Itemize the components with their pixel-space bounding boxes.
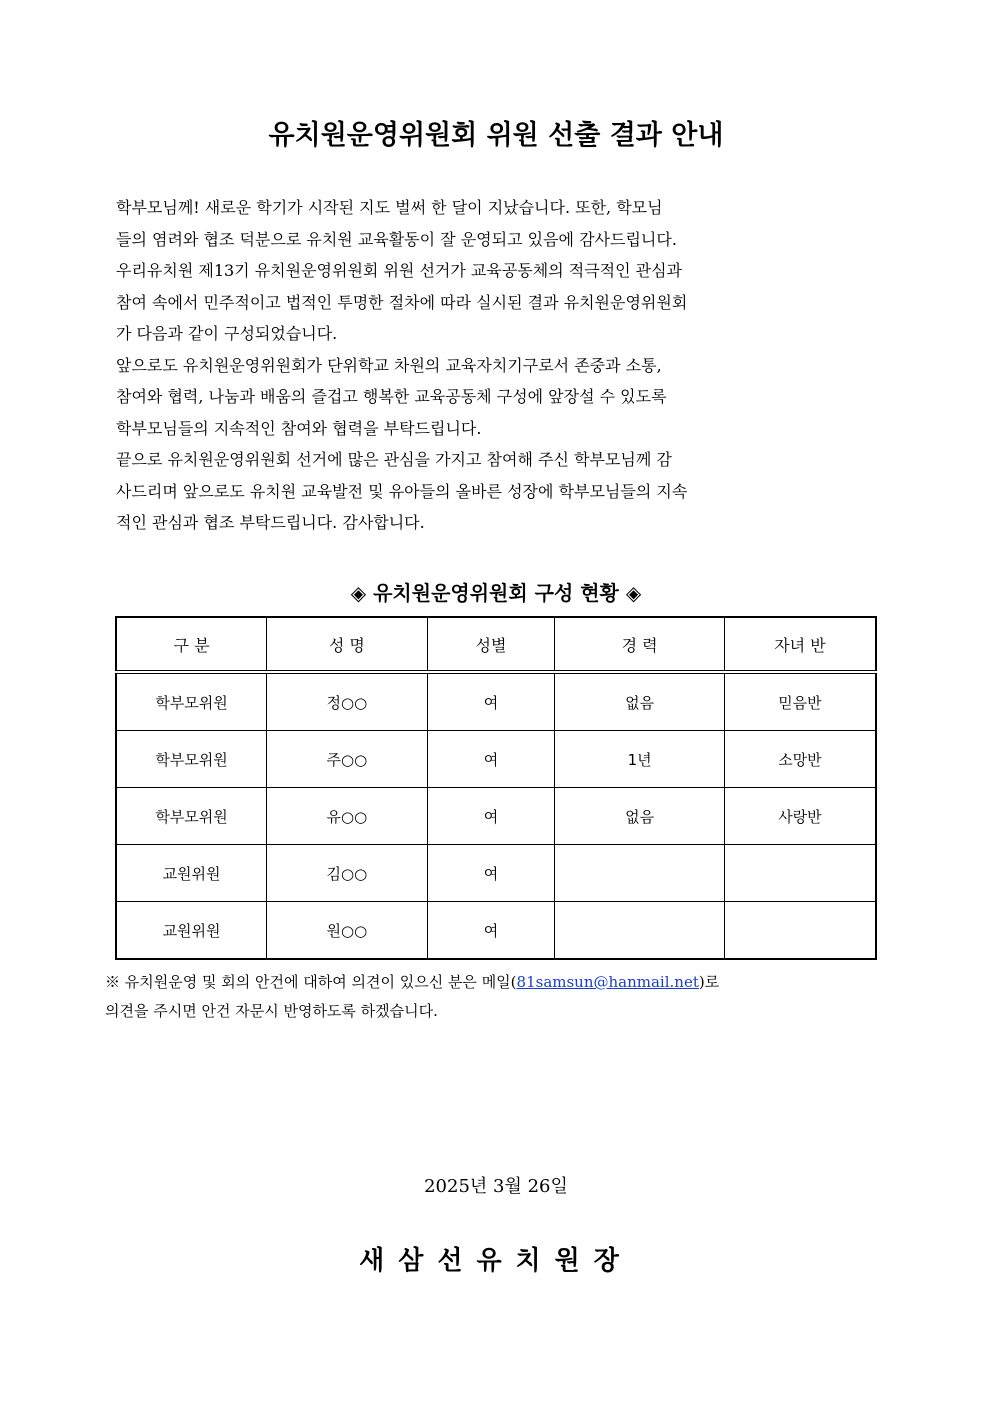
note-line: [105, 968, 905, 997]
paragraph-line: 들의 염려와 협조 덕분으로 유치원 교육활동이 잘 운영되고 있음에 감사드립니다.: [116, 229, 677, 249]
cell-child-class: 믿음반: [724, 672, 876, 731]
document-title: 유치원운영위원회 위원 선출 결과 안내: [268, 120, 724, 151]
cell-gender: 여: [427, 845, 555, 902]
cell-name: 김○○: [267, 845, 428, 902]
note-line: 의견을 주시면 안건 자문시 반영하도록 하겠습니다.: [105, 1002, 438, 1020]
cell-name: 정○○: [267, 672, 428, 731]
cell-career: 없음: [555, 788, 725, 845]
header-category: 구 분: [116, 617, 267, 672]
document-date: 2025년 3월 26일: [424, 1176, 568, 1197]
paragraph-line: 우리유치원 제13기 유치원운영위원회 위원 선거가 교육공동체의 적극적인 관심과: [116, 261, 683, 280]
section-title: ◈ 유치원운영위원회 구성 현황 ◈: [350, 581, 642, 605]
cell-gender: 여: [427, 902, 555, 960]
table-header-row: [116, 617, 876, 672]
cell-category: 교원위원: [116, 902, 267, 960]
committee-table: [115, 616, 877, 960]
note: [105, 968, 905, 1026]
cell-category: 학부모위원: [116, 672, 267, 731]
cell-child-class: [724, 845, 876, 902]
note-suffix: )로: [698, 973, 720, 991]
paragraph-line: 끝으로 유치원운영위원회 선거에 많은 관심을 가지고 참여해 주신 학부모님께 감: [116, 450, 672, 469]
cell-name: 유○○: [267, 788, 428, 845]
cell-child-class: 소망반: [724, 731, 876, 788]
paragraph-line: 앞으로도 유치원운영위원회가 단위학교 차원의 교육자치기구로서 존중과 소통,: [116, 355, 662, 375]
body-paragraph: [116, 192, 891, 539]
cell-name: 주○○: [267, 731, 428, 788]
paragraph-line: 사드리며 앞으로도 유치원 교육발전 및 유아들의 올바른 성장에 학부모님들의 지속: [116, 481, 688, 501]
table-row: [116, 731, 876, 788]
paragraph-line: 학부모님들의 지속적인 참여와 협력을 부탁드립니다.: [116, 418, 482, 438]
header-gender: 성별: [427, 617, 555, 672]
table-row: [116, 902, 876, 960]
note-prefix: ※ 유치원운영 및 회의 안건에 대하여 의견이 있으신 분은 메일(: [105, 973, 517, 991]
cell-career: [555, 845, 725, 902]
email-link[interactable]: 81samsun@hanmail.net: [516, 973, 699, 991]
cell-career: [555, 902, 725, 960]
cell-gender: 여: [427, 788, 555, 845]
cell-career: 1년: [555, 731, 725, 788]
paragraph-line: 참여와 협력, 나눔과 배움의 즐겁고 행복한 교육공동체 구성에 앞장설 수 있도록: [116, 387, 667, 406]
paragraph-line: 참여 속에서 민주적이고 법적인 투명한 절차에 따라 실시된 결과 유치원운영위원회: [116, 292, 688, 312]
cell-category: 학부모위원: [116, 788, 267, 845]
cell-category: 교원위원: [116, 845, 267, 902]
header-career: 경 력: [555, 617, 725, 672]
signature: 새삼선유치원장: [359, 1246, 633, 1276]
cell-category: 학부모위원: [116, 731, 267, 788]
paragraph-line: 적인 관심과 협조 부탁드립니다. 감사합니다.: [116, 513, 425, 532]
header-name: 성 명: [267, 617, 428, 672]
cell-child-class: [724, 902, 876, 960]
cell-name: 원○○: [267, 902, 428, 960]
cell-gender: 여: [427, 731, 555, 788]
paragraph-line: 학부모님께! 새로운 학기가 시작된 지도 벌써 한 달이 지났습니다. 또한, 학모님: [116, 198, 663, 217]
header-child-class: 자녀 반: [724, 617, 876, 672]
cell-career: 없음: [555, 672, 725, 731]
table-row: [116, 788, 876, 845]
table-row: [116, 845, 876, 902]
table-row: [116, 672, 876, 731]
paragraph-line: 가 다음과 같이 구성되었습니다.: [116, 324, 338, 343]
cell-child-class: 사랑반: [724, 788, 876, 845]
cell-gender: 여: [427, 672, 555, 731]
